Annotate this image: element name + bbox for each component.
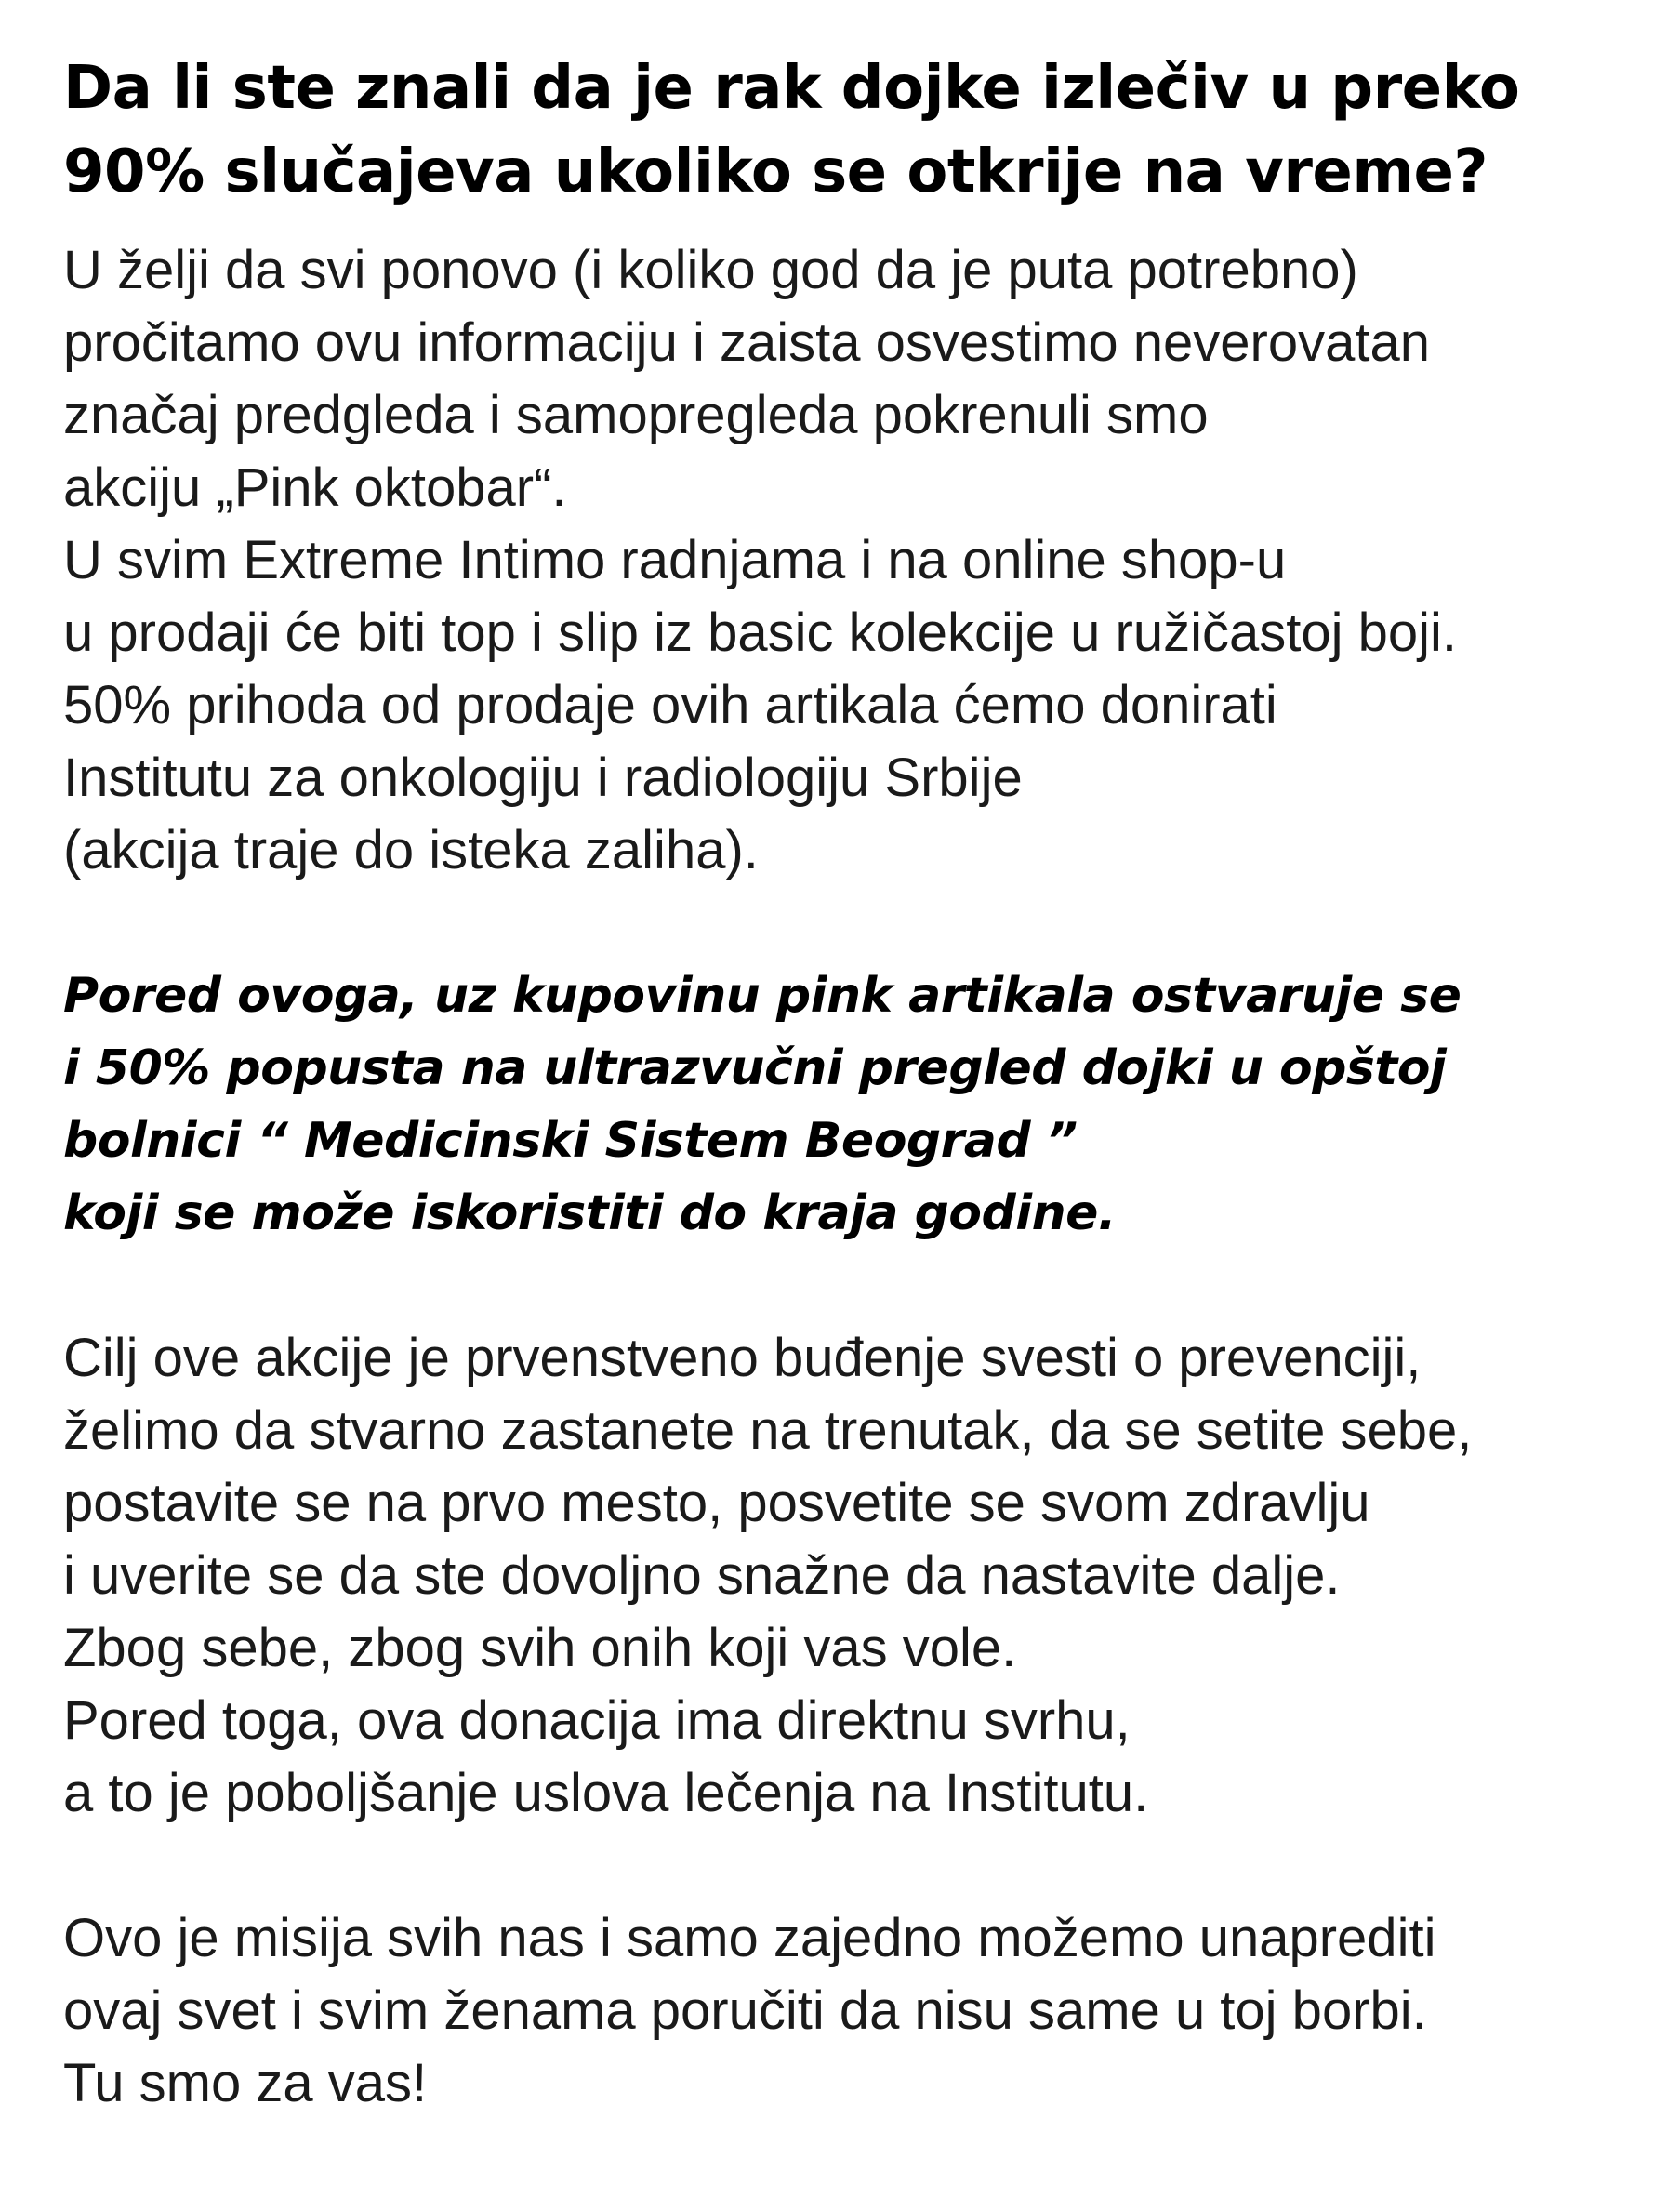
intro-line: akciju „Pink oktobar“. — [63, 457, 567, 518]
closing-paragraph — [63, 1902, 1644, 2120]
mission-line: Zbog sebe, zbog svih onih koji vas vole. — [63, 1618, 1017, 1678]
mission-line: Cilj ove akcije je prvenstveno buđenje svesti o prevenciji, — [63, 1328, 1422, 1388]
mission-paragraph — [63, 1322, 1644, 1830]
highlight-paragraph — [63, 960, 1644, 1250]
intro-line: 50% prihoda od prodaje ovih artikala ćemo donirati — [63, 675, 1277, 735]
closing-line: Tu smo za vas! — [63, 2053, 428, 2113]
intro-line: pročitamo ovu informaciju i zaista osvestimo neverovatan — [63, 312, 1430, 373]
intro-paragraph — [63, 234, 1644, 887]
headline-line: Da li ste znali da je rak dojke izlečiv u preko — [63, 54, 1520, 123]
intro-line: Institutu za onkologiju i radiologiju Srbije — [63, 748, 1023, 808]
document-page — [63, 46, 1644, 2120]
intro-line: (akcija traje do isteka zaliha). — [63, 820, 759, 880]
highlight-line: bolnici “ Medicinski Sistem Beograd ” — [63, 1113, 1078, 1169]
intro-line: značaj predgleda i samopregleda pokrenuli smo — [63, 385, 1209, 445]
closing-line: Ovo je misija svih nas i samo zajedno možemo unaprediti — [63, 1908, 1436, 1968]
mission-line: postavite se na prvo mesto, posvetite se svom zdravlju — [63, 1473, 1370, 1533]
headline-line: 90% slučajeva ukoliko se otkrije na vreme? — [63, 138, 1488, 206]
highlight-line: Pored ovoga, uz kupovinu pink artikala ostvaruje se — [63, 968, 1462, 1024]
highlight-line: koji se može iskoristiti do kraja godine. — [63, 1185, 1117, 1241]
mission-line: i uverite se da ste dovoljno snažne da nastavite dalje. — [63, 1545, 1341, 1606]
highlight-line: i 50% popusta na ultrazvučni pregled dojki u opštoj — [63, 1040, 1447, 1096]
headline — [63, 46, 1644, 214]
intro-line: U želji da svi ponovo (i koliko god da je puta potrebno) — [63, 240, 1358, 300]
closing-line: ovaj svet i svim ženama poručiti da nisu same u toj borbi. — [63, 1980, 1427, 2041]
intro-line: U svim Extreme Intimo radnjama i na online shop-u — [63, 530, 1287, 590]
mission-line: a to je poboljšanje uslova lečenja na Institutu. — [63, 1763, 1149, 1823]
mission-line: Pored toga, ova donacija ima direktnu svrhu, — [63, 1690, 1131, 1751]
mission-line: želimo da stvarno zastanete na trenutak, da se setite sebe, — [63, 1400, 1473, 1461]
intro-line: u prodaji će biti top i slip iz basic kolekcije u ružičastoj boji. — [63, 602, 1458, 663]
